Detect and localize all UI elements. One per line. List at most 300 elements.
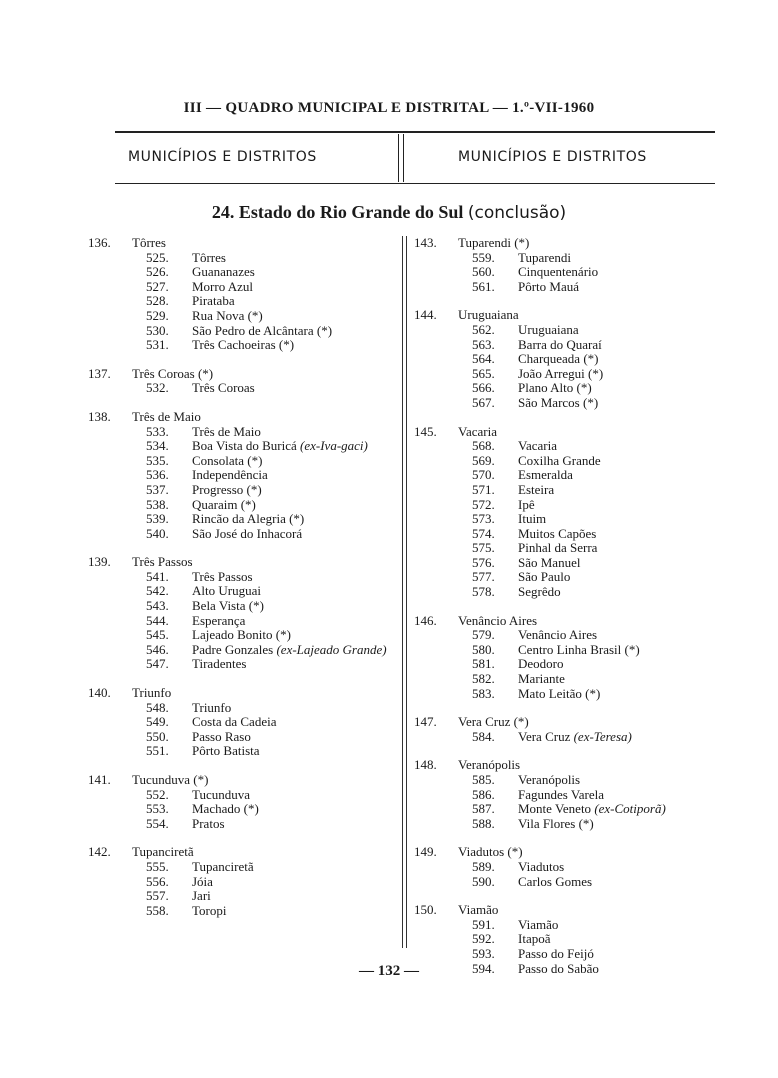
district-name-cell: [518, 454, 720, 469]
district-name: Morro Azul: [192, 278, 254, 294]
district-name-cell: [518, 860, 720, 875]
district-name-cell: [518, 687, 720, 702]
district-name: Três de Maio: [192, 423, 261, 439]
district-name: Vacaria: [518, 438, 557, 454]
district-name: Centro Linha Brasil (*): [518, 641, 640, 657]
district-row: [414, 367, 720, 382]
district-number: 586.: [472, 786, 495, 802]
district-number: 529.: [146, 307, 169, 323]
district-name: Pirataba: [192, 293, 235, 309]
district-name-cell: [192, 425, 398, 440]
district-name: Charqueada (*): [518, 351, 599, 367]
district-name-cell: [192, 338, 398, 353]
district-row: [88, 251, 398, 266]
header-column-divider: [398, 134, 404, 182]
district-number: 577.: [472, 569, 495, 585]
municipality-number: 146.: [414, 612, 437, 628]
district-name: Tucunduva: [192, 786, 251, 802]
district-name: Pratos: [192, 815, 225, 831]
district-name: Tôrres: [192, 249, 226, 265]
header-rule-bottom: [115, 183, 715, 184]
district-name: Triunfo: [192, 699, 232, 715]
district-name-cell: [518, 483, 720, 498]
left-column: [88, 236, 398, 918]
district-number: 558.: [146, 902, 169, 918]
district-number: 534.: [146, 438, 169, 454]
column-heading-right: MUNICÍPIOS E DISTRITOS: [458, 149, 647, 165]
district-number: 594.: [472, 960, 495, 976]
district-former-name: (ex-Cotiporã): [594, 801, 666, 817]
district-name: Muitos Capões: [518, 525, 597, 541]
district-number: 590.: [472, 873, 495, 889]
municipality-name: Veranópolis: [458, 757, 521, 773]
district-name: Viamão: [518, 916, 559, 932]
district-row: [414, 323, 720, 338]
district-row: [414, 875, 720, 890]
district-name: Independência: [192, 467, 268, 483]
district-name-cell: [518, 657, 720, 672]
district-row: [414, 396, 720, 411]
district-name-cell: [192, 454, 398, 469]
district-row: [88, 643, 398, 658]
municipality-line: [88, 410, 398, 425]
district-name: Rincão da Alegria (*): [192, 511, 305, 527]
district-name-cell: [518, 932, 720, 947]
district-number: 561.: [472, 278, 495, 294]
district-name: Mato Leitão (*): [518, 685, 601, 701]
district-name: Vera Cruz: [518, 728, 574, 744]
district-row: [414, 585, 720, 600]
municipality-number: 137.: [88, 365, 111, 381]
district-name-cell: [192, 657, 398, 672]
district-name-cell: [192, 439, 398, 454]
district-row: [414, 556, 720, 571]
district-row: [414, 570, 720, 585]
municipality-number: 149.: [414, 844, 437, 860]
district-number: 567.: [472, 394, 495, 410]
district-number: 541.: [146, 568, 169, 584]
municipality-name: Tuparendi (*): [458, 235, 530, 250]
district-row: [88, 584, 398, 599]
district-name-cell: [192, 599, 398, 614]
municipality-number: 147.: [414, 714, 437, 730]
district-number: 566.: [472, 380, 495, 396]
district-number: 550.: [146, 728, 169, 744]
district-number: 573.: [472, 511, 495, 527]
district-number: 543.: [146, 598, 169, 614]
district-name: Três Cachoeiras (*): [192, 337, 295, 353]
district-name-cell: [192, 468, 398, 483]
district-name: Bela Vista (*): [192, 598, 264, 614]
district-number: 576.: [472, 554, 495, 570]
district-number: 579.: [472, 627, 495, 643]
district-number: 575.: [472, 540, 495, 556]
district-number: 528.: [146, 293, 169, 309]
municipality-entry: [414, 845, 720, 889]
municipality-number: 144.: [414, 307, 437, 323]
district-name: Pinhal da Serra: [518, 540, 598, 556]
district-name-cell: [518, 875, 720, 890]
municipality-line: [88, 686, 398, 701]
district-name: Pôrto Mauá: [518, 278, 580, 294]
municipality-name: Vacaria: [458, 423, 497, 439]
district-number: 526.: [146, 264, 169, 280]
district-number: 591.: [472, 916, 495, 932]
district-number: 562.: [472, 321, 495, 337]
district-name: Costa da Cadeia: [192, 714, 277, 730]
district-number: 548.: [146, 699, 169, 715]
district-name: João Arregui (*): [518, 365, 604, 381]
district-number: 530.: [146, 322, 169, 338]
district-name-cell: [192, 280, 398, 295]
district-row: [414, 860, 720, 875]
municipality-line: [414, 903, 720, 918]
district-number: 527.: [146, 278, 169, 294]
district-name: Esteira: [518, 481, 555, 497]
district-name-cell: [192, 701, 398, 716]
district-name-cell: [192, 483, 398, 498]
district-row: [88, 904, 398, 919]
district-name-cell: [192, 904, 398, 919]
district-former-name: (ex-Iva-gaci): [300, 438, 368, 454]
district-name: Ituim: [518, 511, 547, 527]
district-number: 537.: [146, 481, 169, 497]
district-name: Esperança: [192, 612, 246, 628]
district-number: 587.: [472, 801, 495, 817]
district-row: [88, 498, 398, 513]
district-name-cell: [192, 628, 398, 643]
district-row: [88, 454, 398, 469]
municipality-entry: [414, 758, 720, 831]
district-name: Alto Uruguai: [192, 583, 261, 599]
district-row: [88, 265, 398, 280]
district-name-cell: [518, 323, 720, 338]
municipality-line: [88, 236, 398, 251]
district-number: 570.: [472, 467, 495, 483]
district-name-cell: [518, 585, 720, 600]
district-number: 538.: [146, 496, 169, 512]
district-row: [88, 324, 398, 339]
district-row: [414, 773, 720, 788]
district-row: [88, 483, 398, 498]
municipality-number: 140.: [88, 685, 111, 701]
district-number: 552.: [146, 786, 169, 802]
district-name: Barra do Quaraí: [518, 336, 602, 352]
district-row: [414, 483, 720, 498]
district-number: 551.: [146, 743, 169, 759]
district-row: [88, 570, 398, 585]
district-number: 571.: [472, 481, 495, 497]
district-row: [88, 788, 398, 803]
municipality-entry: [414, 236, 720, 294]
district-name: São Marcos (*): [518, 394, 599, 410]
district-number: 592.: [472, 931, 495, 947]
district-name: Esmeralda: [518, 467, 573, 483]
district-number: 564.: [472, 351, 495, 367]
district-row: [88, 280, 398, 295]
district-number: 525.: [146, 249, 169, 265]
district-row: [414, 527, 720, 542]
district-name: Padre Gonzales: [192, 641, 277, 657]
municipality-entry: [88, 845, 398, 918]
district-number: 568.: [472, 438, 495, 454]
district-name: Carlos Gomes: [518, 873, 593, 889]
municipality-number: 142.: [88, 844, 111, 860]
district-number: 589.: [472, 858, 495, 874]
district-row: [414, 817, 720, 832]
district-name-cell: [192, 730, 398, 745]
district-name: Passo do Feijó: [518, 945, 594, 961]
municipality-name: Tucunduva (*): [132, 772, 209, 787]
page-header-title: III — QUADRO MUNICIPAL E DISTRITAL — 1.º-VII-1960: [183, 100, 595, 116]
district-number: 578.: [472, 584, 495, 600]
body-column-divider: [402, 236, 407, 948]
district-name: Viadutos: [518, 858, 565, 874]
district-row: [414, 251, 720, 266]
district-row: [88, 338, 398, 353]
municipality-entry: [88, 410, 398, 541]
district-number: 556.: [146, 873, 169, 889]
district-name: Quaraim (*): [192, 496, 256, 512]
district-name-cell: [192, 614, 398, 629]
municipality-line: [88, 845, 398, 860]
district-name-cell: [518, 367, 720, 382]
district-row: [88, 381, 398, 396]
district-number: 549.: [146, 714, 169, 730]
district-number: 557.: [146, 888, 169, 904]
district-name: Ipê: [518, 496, 535, 512]
district-name-cell: [192, 381, 398, 396]
district-name-cell: [192, 324, 398, 339]
district-name-cell: [192, 788, 398, 803]
municipality-name: Três Passos: [132, 554, 193, 570]
district-row: [414, 657, 720, 672]
municipality-entry: [88, 686, 398, 759]
district-name: Machado (*): [192, 801, 259, 817]
municipality-line: [88, 555, 398, 570]
district-name: Tiradentes: [192, 656, 247, 672]
district-number: 574.: [472, 525, 495, 541]
district-number: 540.: [146, 525, 169, 541]
district-number: 593.: [472, 945, 495, 961]
municipality-entry: [88, 236, 398, 353]
municipality-entry: [88, 367, 398, 396]
district-name: Lajeado Bonito (*): [192, 627, 291, 643]
district-row: [88, 309, 398, 324]
district-name-cell: [518, 396, 720, 411]
district-name: Segrêdo: [518, 584, 561, 600]
district-number: 584.: [472, 728, 495, 744]
district-name: Deodoro: [518, 656, 564, 672]
district-name-cell: [518, 498, 720, 513]
municipality-entry: [414, 308, 720, 410]
district-row: [88, 425, 398, 440]
district-name-cell: [518, 251, 720, 266]
district-name-cell: [518, 773, 720, 788]
district-name: Consolata (*): [192, 452, 263, 468]
municipality-name: Três Coroas (*): [132, 365, 214, 381]
district-number: 569.: [472, 452, 495, 468]
district-number: 547.: [146, 656, 169, 672]
district-name: Tuparendi: [518, 249, 571, 265]
header-rule-top: [115, 131, 715, 133]
district-name-cell: [192, 715, 398, 730]
municipality-number: 141.: [88, 772, 111, 787]
district-name-cell: [192, 294, 398, 309]
municipality-line: [88, 367, 398, 382]
district-row: [88, 512, 398, 527]
district-row: [414, 541, 720, 556]
district-name: Cinquentenário: [518, 264, 599, 280]
district-row: [414, 512, 720, 527]
district-name-cell: [518, 570, 720, 585]
municipality-entry: [414, 425, 720, 600]
district-name-cell: [192, 309, 398, 324]
district-name-cell: [518, 352, 720, 367]
district-name-cell: [192, 584, 398, 599]
district-row: [414, 932, 720, 947]
district-row: [414, 918, 720, 933]
district-name-cell: [192, 889, 398, 904]
district-name: Fagundes Varela: [518, 786, 605, 802]
district-name-cell: [518, 802, 720, 817]
district-number: 554.: [146, 815, 169, 831]
municipality-entry: [414, 715, 720, 744]
district-row: [414, 643, 720, 658]
district-number: 546.: [146, 641, 169, 657]
state-title-text: 24. Estado do Rio Grande do Sul: [211, 202, 464, 222]
district-name: Toropi: [192, 902, 227, 918]
district-name-cell: [518, 628, 720, 643]
district-number: 533.: [146, 423, 169, 439]
district-name: Passo do Sabão: [518, 960, 599, 976]
municipality-entry: [88, 773, 398, 831]
district-name-cell: [192, 875, 398, 890]
district-row: [414, 352, 720, 367]
district-name: Passo Raso: [192, 728, 251, 744]
district-name-cell: [192, 817, 398, 832]
district-row: [414, 687, 720, 702]
district-name: Três Passos: [192, 568, 253, 584]
district-name-cell: [192, 744, 398, 759]
district-row: [88, 817, 398, 832]
district-name: Progresso (*): [192, 481, 262, 497]
district-row: [414, 454, 720, 469]
municipality-entry: [88, 555, 398, 672]
district-name: Jóia: [192, 873, 213, 889]
district-name: Pôrto Batista: [192, 743, 260, 759]
district-name: Veranópolis: [518, 772, 581, 787]
district-name-cell: [192, 498, 398, 513]
district-number: 581.: [472, 656, 495, 672]
district-number: 565.: [472, 365, 495, 381]
district-name: Venâncio Aires: [518, 627, 598, 643]
municipality-number: 150.: [414, 902, 437, 918]
district-number: 535.: [146, 452, 169, 468]
district-row: [88, 730, 398, 745]
district-number: 531.: [146, 337, 169, 353]
district-name-cell: [192, 643, 398, 658]
district-row: [414, 628, 720, 643]
column-heading-left: MUNICÍPIOS E DISTRITOS: [128, 149, 317, 165]
district-name: Itapoã: [518, 931, 551, 947]
district-row: [414, 498, 720, 513]
district-name-cell: [518, 338, 720, 353]
municipality-line: [414, 845, 720, 860]
district-name: São Pedro de Alcântara (*): [192, 322, 333, 338]
district-row: [414, 381, 720, 396]
district-row: [88, 657, 398, 672]
municipality-name: Tupanciretã: [132, 844, 194, 860]
district-name-cell: [518, 817, 720, 832]
district-name: Rua Nova (*): [192, 307, 263, 323]
district-row: [414, 788, 720, 803]
district-name: Vila Flores (*): [518, 815, 594, 831]
district-row: [88, 614, 398, 629]
district-number: 563.: [472, 336, 495, 352]
district-row: [414, 730, 720, 745]
district-name: Coxilha Grande: [518, 452, 601, 468]
district-row: [414, 947, 720, 962]
district-number: 572.: [472, 496, 495, 512]
municipality-line: [414, 425, 720, 440]
page-number: — 132 —: [359, 963, 419, 979]
district-name: Guananazes: [192, 264, 255, 280]
district-name: Uruguaiana: [518, 321, 579, 337]
municipality-number: 143.: [414, 235, 437, 250]
district-name-cell: [518, 280, 720, 295]
district-number: 555.: [146, 858, 169, 874]
district-name-cell: [518, 947, 720, 962]
municipality-line: [414, 614, 720, 629]
municipality-number: 138.: [88, 408, 111, 424]
state-title-suffix: (conclusão): [467, 203, 567, 223]
district-row: [88, 439, 398, 454]
district-name-cell: [192, 860, 398, 875]
municipality-name: Uruguaiana: [458, 307, 519, 323]
municipality-name: Tôrres: [132, 235, 166, 250]
district-number: 585.: [472, 772, 495, 787]
district-name-cell: [192, 570, 398, 585]
municipality-name: Venâncio Aires: [458, 612, 538, 628]
district-row: [88, 628, 398, 643]
district-name-cell: [518, 788, 720, 803]
state-title: [0, 202, 778, 223]
district-row: [414, 338, 720, 353]
district-name-cell: [192, 251, 398, 266]
district-name-cell: [192, 265, 398, 280]
district-name: São José do Inhacorá: [192, 525, 303, 541]
district-number: 583.: [472, 685, 495, 701]
district-name-cell: [192, 527, 398, 542]
district-number: 539.: [146, 511, 169, 527]
district-name-cell: [518, 468, 720, 483]
district-name-cell: [518, 672, 720, 687]
district-name-cell: [192, 802, 398, 817]
municipality-number: 136.: [88, 235, 111, 250]
district-row: [414, 439, 720, 454]
district-name-cell: [518, 265, 720, 280]
district-name: Monte Veneto: [518, 801, 595, 817]
district-row: [414, 468, 720, 483]
district-row: [414, 265, 720, 280]
district-row: [88, 860, 398, 875]
district-name: Três Coroas: [192, 380, 255, 396]
district-name: São Paulo: [518, 569, 571, 585]
district-name: Jari: [192, 888, 211, 904]
district-row: [414, 802, 720, 817]
district-number: 545.: [146, 627, 169, 643]
